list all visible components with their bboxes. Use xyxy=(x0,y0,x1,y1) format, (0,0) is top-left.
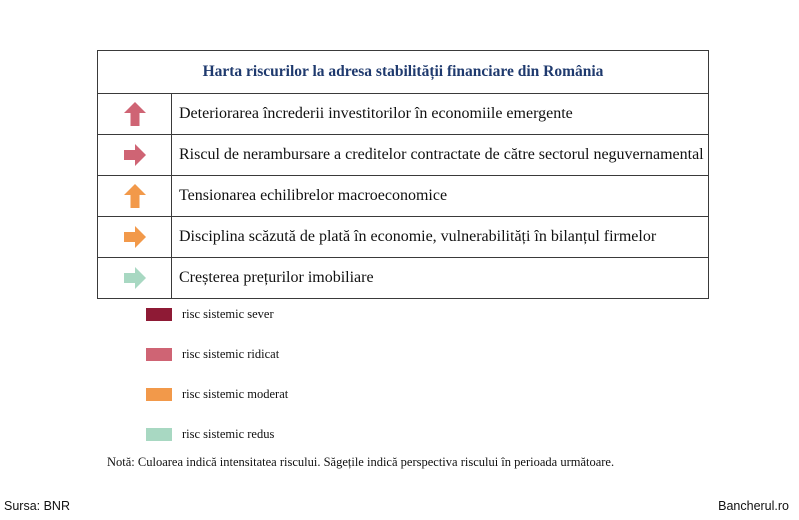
arrow-up-icon xyxy=(98,176,172,216)
legend-label: risc sistemic ridicat xyxy=(182,347,280,361)
risk-row xyxy=(98,176,708,217)
arrow-right-icon xyxy=(98,258,172,298)
risk-description: Riscul de nerambursare a creditelor contractate de către sectorul neguvernamental xyxy=(179,146,704,163)
risk-row xyxy=(98,135,708,176)
risk-row xyxy=(98,217,708,258)
arrow-right-icon xyxy=(98,135,172,175)
legend-swatch xyxy=(146,428,172,441)
risk-rows xyxy=(98,94,708,298)
risk-row xyxy=(98,94,708,135)
risk-description: Creșterea prețurilor imobiliare xyxy=(179,269,374,286)
risk-map-table xyxy=(97,50,709,299)
note-text: Notă: Culoarea indică intensitatea riscului. Săgețile indică perspectiva riscului în perioada următoare. xyxy=(107,455,615,469)
legend-item xyxy=(146,307,274,322)
legend-label: risc sistemic sever xyxy=(182,307,274,321)
legend-item xyxy=(146,347,279,362)
arrow-right-icon xyxy=(98,217,172,257)
legend-label: risc sistemic redus xyxy=(182,427,275,441)
arrow-up-icon xyxy=(98,94,172,134)
legend-swatch xyxy=(146,348,172,361)
table-title: Harta riscurilor la adresa stabilității financiare din România xyxy=(98,51,708,94)
legend-item xyxy=(146,427,274,442)
source-label: Sursa: BNR xyxy=(4,499,70,513)
watermark-label: Bancherul.ro xyxy=(718,499,789,513)
risk-row xyxy=(98,258,708,298)
legend-swatch xyxy=(146,308,172,321)
risk-description: Tensionarea echilibrelor macroeconomice xyxy=(179,187,448,204)
legend-label: risc sistemic moderat xyxy=(182,387,289,401)
legend-swatch xyxy=(146,388,172,401)
risk-description: Deteriorarea încrederii investitorilor în economiile emergente xyxy=(179,105,573,122)
risk-description: Disciplina scăzută de plată în economie, vulnerabilități în bilanțul firmelor xyxy=(179,228,657,245)
legend-item xyxy=(146,387,288,402)
